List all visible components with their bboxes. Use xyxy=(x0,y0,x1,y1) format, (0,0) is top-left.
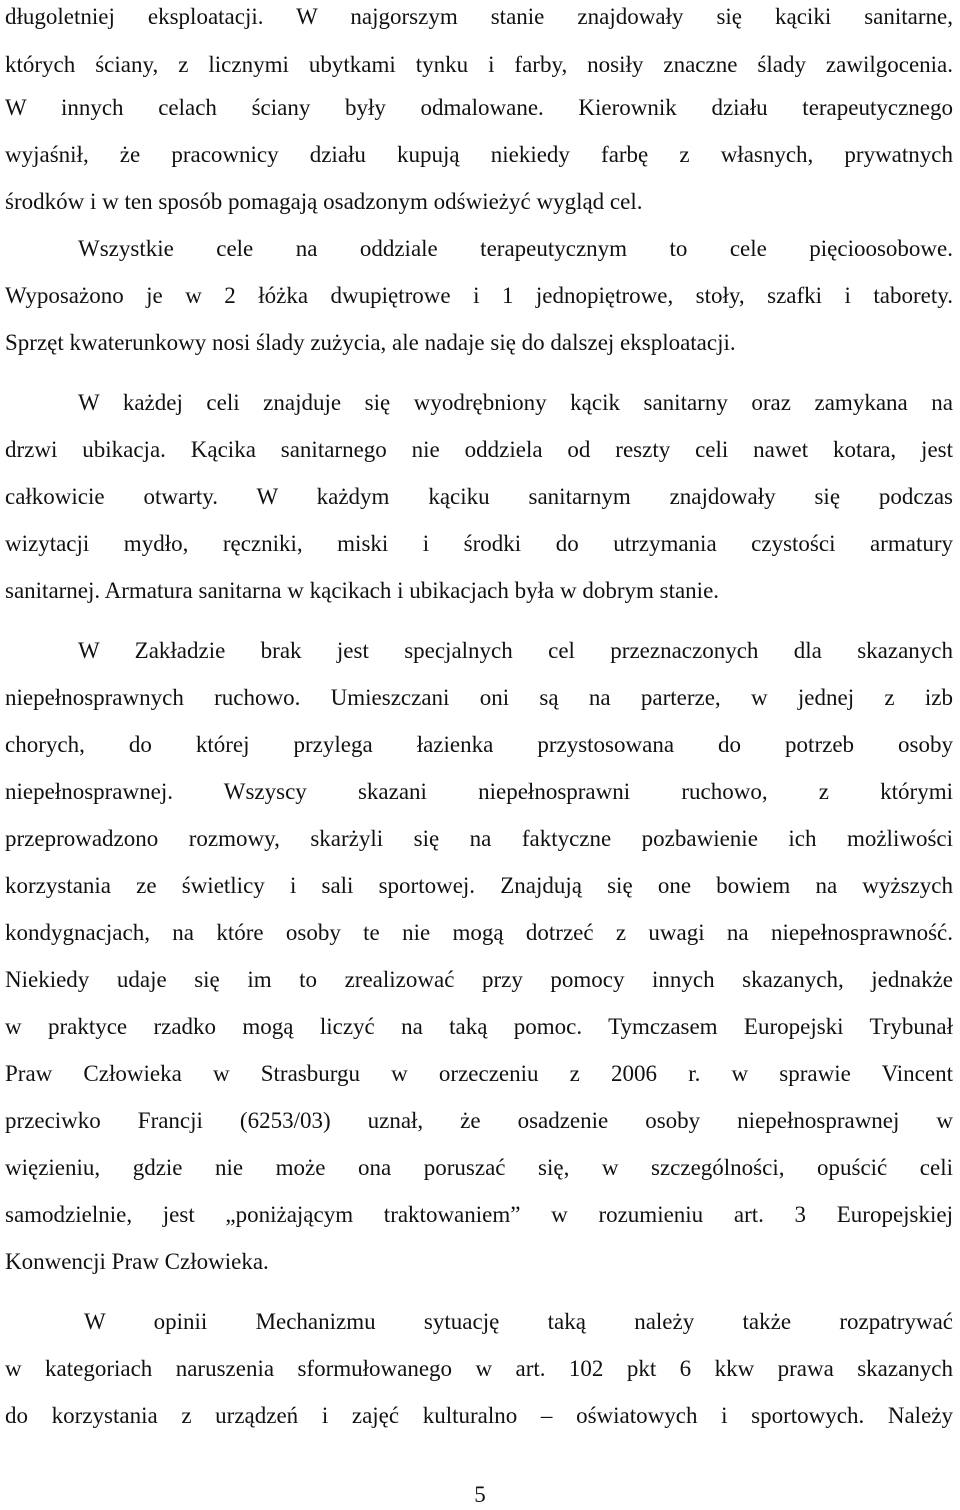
text-line: niepełnosprawnych ruchowo. Umieszczani oni są na parterze, w jednej z izb xyxy=(5,685,953,710)
text-line: których ściany, z licznymi ubytkami tynku i farby, nosiły znaczne ślady zawilgocenia. xyxy=(5,52,953,77)
text-line: Wyposażono je w 2 łóżka dwupiętrowe i 1 jednopiętrowe, stoły, szafki i taborety. xyxy=(5,283,953,308)
text-line: w kategoriach naruszenia sformułowanego w art. 102 pkt 6 kkw prawa skazanych xyxy=(5,1356,953,1381)
text-line: kondygnacjach, na które osoby te nie mogą dotrzeć z uwagi na niepełnosprawność. xyxy=(5,920,953,945)
text-line: W każdej celi znajduje się wyodrębniony kącik sanitarny oraz zamykana na xyxy=(78,390,953,415)
text-line: przeciwko Francji (6253/03) uznał, że osadzenie osoby niepełnosprawnej w xyxy=(5,1108,953,1133)
text-line: korzystania ze świetlicy i sali sportowej. Znajdują się one bowiem na wyższych xyxy=(5,873,953,898)
text-line: przeprowadzono rozmowy, skarżyli się na faktyczne pozbawienie ich możliwości xyxy=(5,826,953,851)
text-line: niepełnosprawnej. Wszyscy skazani niepełnosprawni ruchowo, z którymi xyxy=(5,779,953,804)
text-line: Sprzęt kwaterunkowy nosi ślady zużycia, ale nadaje się do dalszej eksploatacji. xyxy=(5,330,736,355)
text-line: W innych celach ściany były odmalowane. Kierownik działu terapeutycznego xyxy=(5,95,953,120)
text-line: W opinii Mechanizmu sytuację taką należy także rozpatrywać xyxy=(84,1309,953,1334)
text-line: sanitarnej. Armatura sanitarna w kącikach i ubikacjach była w dobrym stanie. xyxy=(5,578,720,603)
text-line: całkowicie otwarty. W każdym kąciku sanitarnym znajdowały się podczas xyxy=(5,484,953,509)
text-line: więzieniu, gdzie nie może ona poruszać się, w szczególności, opuścić celi xyxy=(5,1155,953,1180)
text-line: W Zakładzie brak jest specjalnych cel przeznaczonych dla skazanych xyxy=(78,638,953,663)
text-line: środków i w ten sposób pomagają osadzonym odświeżyć wygląd cel. xyxy=(5,189,643,214)
text-line: samodzielnie, jest „poniżającym traktowaniem” w rozumieniu art. 3 Europejskiej xyxy=(5,1202,953,1227)
text-line: drzwi ubikacja. Kącika sanitarnego nie oddziela od reszty celi nawet kotara, jest xyxy=(5,437,953,462)
page-number: 5 xyxy=(474,1482,486,1507)
text-line: wizytacji mydło, ręczniki, miski i środki do utrzymania czystości armatury xyxy=(5,531,953,556)
text-line: do korzystania z urządzeń i zajęć kulturalno – oświatowych i sportowych. Należy xyxy=(5,1403,953,1428)
text-line: Wszystkie cele na oddziale terapeutycznym to cele pięcioosobowe. xyxy=(78,236,953,261)
text-line: chorych, do której przylega łazienka przystosowana do potrzeb osoby xyxy=(5,732,953,757)
text-line: Konwencji Praw Człowieka. xyxy=(5,1249,269,1274)
text-line: Praw Człowieka w Strasburgu w orzeczeniu z 2006 r. w sprawie Vincent xyxy=(5,1061,953,1086)
text-line: wyjaśnił, że pracownicy działu kupują niekiedy farbę z własnych, prywatnych xyxy=(5,142,953,167)
text-line: Niekiedy udaje się im to zrealizować przy pomocy innych skazanych, jednakże xyxy=(5,967,953,992)
text-line: długoletniej eksploatacji. W najgorszym stanie znajdowały się kąciki sanitarne, xyxy=(5,4,953,29)
text-line: w praktyce rzadko mogą liczyć na taką pomoc. Tymczasem Europejski Trybunał xyxy=(5,1014,953,1039)
